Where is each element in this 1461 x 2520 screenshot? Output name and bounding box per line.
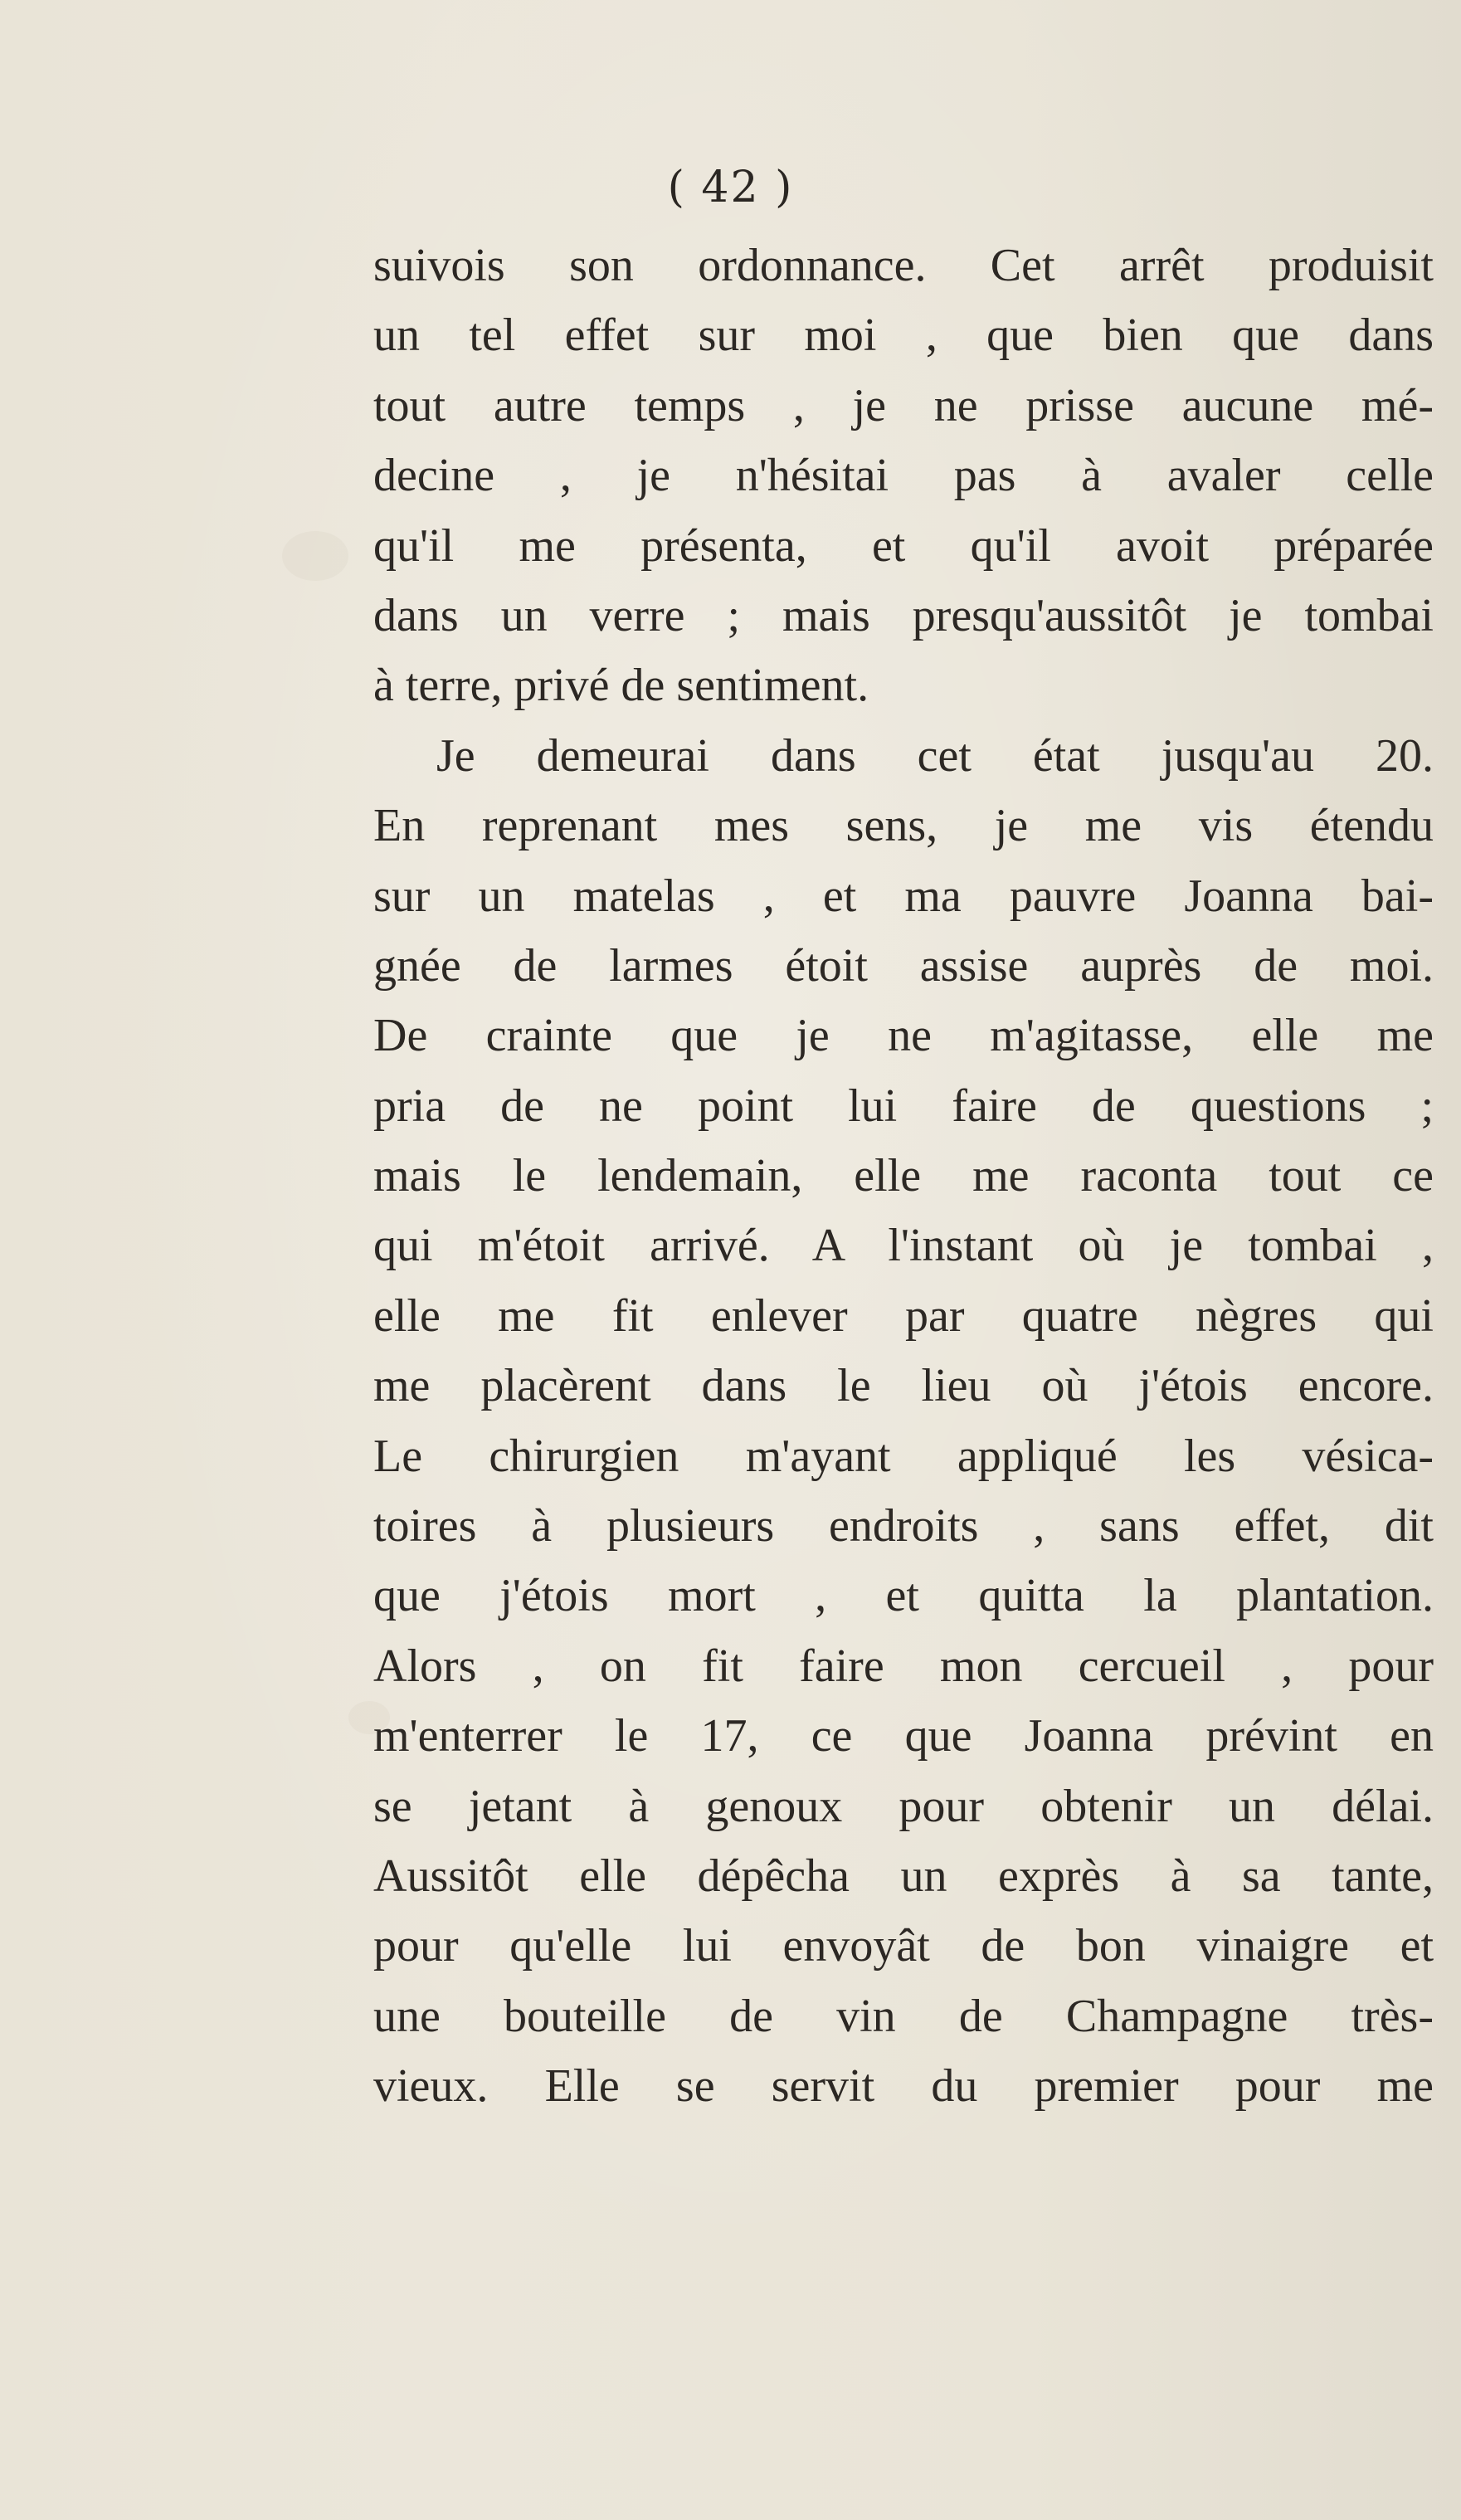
text-line: que j'étois mort , et quitta la plantation. [373, 1570, 1434, 1622]
text-line: qu'il me présenta, et qu'il avoit préparée [373, 519, 1434, 572]
paragraph-start-line: Je demeurai dans cet état jusqu'au 20. [436, 729, 1434, 782]
text-line: se jetant à genoux pour obtenir un délai. [373, 1780, 1434, 1832]
text-line: tout autre temps , je ne prisse aucune mé- [373, 379, 1434, 431]
text-line: decine , je n'hésitai pas à avaler celle [373, 450, 1434, 502]
text-line: Alors , on fit faire mon cercueil , pour [373, 1640, 1434, 1692]
text-line: pria de ne point lui faire de questions ; [373, 1080, 1434, 1132]
text-line: une bouteille de vin de Champagne très- [373, 1990, 1434, 2042]
page-number: ( 42 ) [667, 163, 794, 212]
text-line: elle me fit enlever par quatre nègres qui [373, 1289, 1434, 1342]
text-line: mais le lendemain, elle me raconta tout ce [373, 1150, 1434, 1202]
text-line: qui m'étoit arrivé. A l'instant où je tombai , [373, 1220, 1434, 1272]
text-line: vieux. Elle se servit du premier pour me [373, 2060, 1434, 2113]
text-line: De crainte que je ne m'agitasse, elle me [373, 1010, 1434, 1062]
text-line: me placèrent dans le lieu où j'étois encore. [373, 1360, 1434, 1412]
text-line: un tel effet sur moi , que bien que dans [373, 310, 1434, 362]
body-text [373, 231, 1434, 2122]
text-line: En reprenant mes sens, je me vis étendu [373, 800, 1434, 852]
text-line: toires à plusieurs endroits , sans effet, dit [373, 1500, 1434, 1552]
text-line: pour qu'elle lui envoyât de bon vinaigre et [373, 1920, 1434, 1972]
text-line: Le chirurgien m'ayant appliqué les vésica- [373, 1430, 1434, 1482]
text-line: dans un verre ; mais presqu'aussitôt je tombai [373, 589, 1434, 641]
text-line: m'enterrer le 17, ce que Joanna prévint en [373, 1710, 1434, 1762]
paper-stain [282, 531, 348, 581]
text-line: à terre, privé de sentiment. [373, 660, 869, 712]
text-line: gnée de larmes étoit assise auprès de moi. [373, 939, 1434, 992]
text-line: suivois son ordonnance. Cet arrêt produisit [373, 240, 1434, 291]
text-line: sur un matelas , et ma pauvre Joanna bai- [373, 870, 1434, 922]
text-line: Aussitôt elle dépêcha un exprès à sa tante, [373, 1850, 1434, 1902]
